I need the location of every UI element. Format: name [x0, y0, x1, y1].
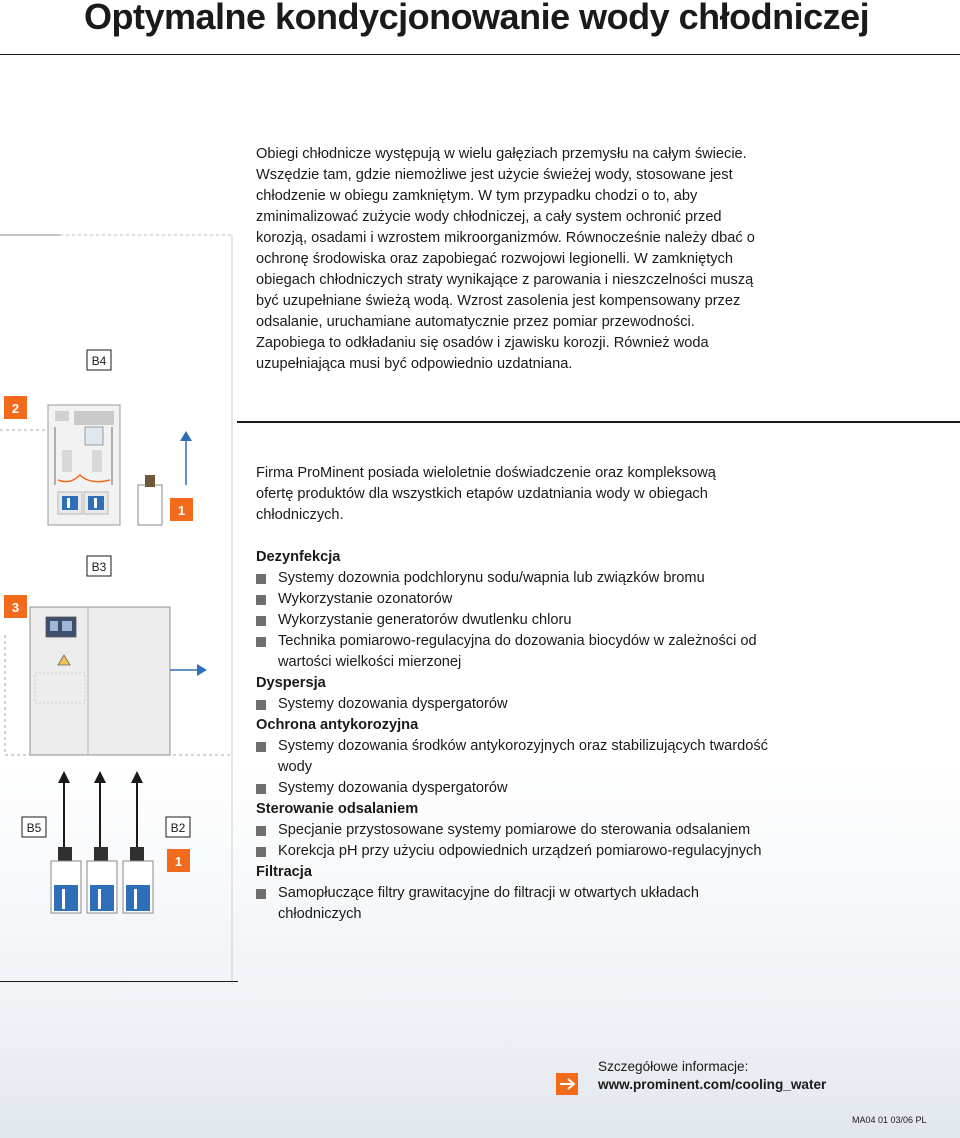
section-filtracja — [256, 862, 776, 925]
dosing-panel-b4 — [48, 405, 120, 525]
list-item: Specjanie przystosowane systemy pomiarowe do sterowania odsalaniem — [256, 820, 776, 841]
list-item: Technika pomiarowo-regulacyjna do dozowania biocydów w zależności od wartości wielkości mierzonej — [256, 631, 776, 673]
arrow-right-icon[interactable] — [556, 1073, 578, 1095]
services-list — [256, 547, 776, 925]
label-b3: B3 — [91, 560, 107, 574]
document-code: MA04 01 03/06 PL — [852, 1115, 927, 1125]
list-item: Wykorzystanie ozonatorów — [256, 589, 776, 610]
arrow-up-icon — [58, 771, 70, 783]
pump-tank-2 — [87, 847, 117, 913]
pump-tank-1 — [51, 847, 81, 913]
bottom-divider — [0, 981, 238, 982]
section-dyspersja — [256, 673, 776, 715]
marker-1-bottom-label: 1 — [174, 854, 183, 869]
marker-2-label: 2 — [11, 401, 20, 416]
dosing-lines-b5 — [58, 771, 143, 850]
arrow-up-icon — [131, 771, 143, 783]
section-title: Dyspersja — [256, 675, 326, 691]
list-item: Korekcja pH przy użyciu odpowiednich urządzeń pomiarowo-regulacyjnych — [256, 841, 776, 862]
list-item: Wykorzystanie generatorów dwutlenku chloru — [256, 610, 776, 631]
section-dezynfekcja — [256, 547, 776, 673]
control-cabinet-b3 — [30, 607, 170, 755]
list-item: Systemy dozowania środków antykorozyjnych oraz stabilizujących twardość wody — [256, 736, 776, 778]
pump-tank-3 — [123, 847, 153, 913]
section-ochrona-antykorozyjna — [256, 715, 776, 799]
section-title: Filtracja — [256, 864, 312, 880]
section-title: Dezynfekcja — [256, 549, 341, 565]
label-b5: B5 — [26, 821, 42, 835]
list-item: Systemy dozownia podchlorynu sodu/wapnia lub związków bromu — [256, 568, 776, 589]
section-divider — [237, 421, 960, 423]
arrow-up-icon — [94, 771, 106, 783]
list-item: Systemy dozowania dyspergatorów — [256, 778, 776, 799]
company-paragraph: Firma ProMinent posiada wieloletnie doświadczenie oraz kompleksową ofertę produktów dla wszystkich etapów uzdatniania wody w obiegach chłodniczych. — [256, 465, 716, 523]
marker-3-label: 3 — [11, 600, 20, 615]
tank-1 — [138, 475, 162, 525]
arrow-right-icon-glyph — [556, 1073, 578, 1095]
arrow-up-icon — [180, 431, 192, 441]
system-diagram — [0, 55, 238, 982]
list-item: Samopłuczące filtry grawitacyjne do filtracji w otwartych układach chłodniczych — [256, 883, 776, 925]
intro-paragraph: Obiegi chłodnicze występują w wielu gałęziach przemysłu na całym świecie. Wszędzie tam, gdzie niemożliwe jest użycie świeżej wody, stosowane jest chłodzenie w obiegu zamkniętym. W tym przypadku chodzi o to, aby zminimalizować zużycie wody chłodniczej, a cały system ochronić przed korozją, osadami i wzrostem mikroorganizmów. Równocześnie należy dbać o ochronę środowiska oraz zapobiegać rozwojowi legionelli. W zamkniętych obiegach chłodniczych straty wynikające z parowania i nieszczelności muszą być uzupełniane świeżą wodą. Wzrost zasolenia jest kompensowany przez odsalanie, uruchamiane automatycznie przez pomiar przewodności. Zapobiega to odkładaniu się osadów i zjawisku korozji. Również woda uzupełniająca musi być odpowiednio uzdatniana. — [256, 146, 755, 372]
label-b4: B4 — [91, 354, 107, 368]
section-title: Ochrona antykorozyjna — [256, 717, 419, 733]
info-link[interactable]: www.prominent.com/cooling_water — [598, 1077, 827, 1092]
info-label: Szczegółowe informacje: — [598, 1059, 749, 1074]
section-sterowanie-odsalaniem — [256, 799, 776, 862]
section-title: Sterowanie odsalaniem — [256, 801, 419, 817]
label-b2: B2 — [170, 821, 186, 835]
list-item: Systemy dozowania dyspergatorów — [256, 694, 776, 715]
page-title: Optymalne kondycjonowanie wody chłodniczej — [84, 0, 870, 37]
marker-1-top-label: 1 — [177, 503, 186, 518]
arrow-right-icon — [197, 664, 207, 676]
